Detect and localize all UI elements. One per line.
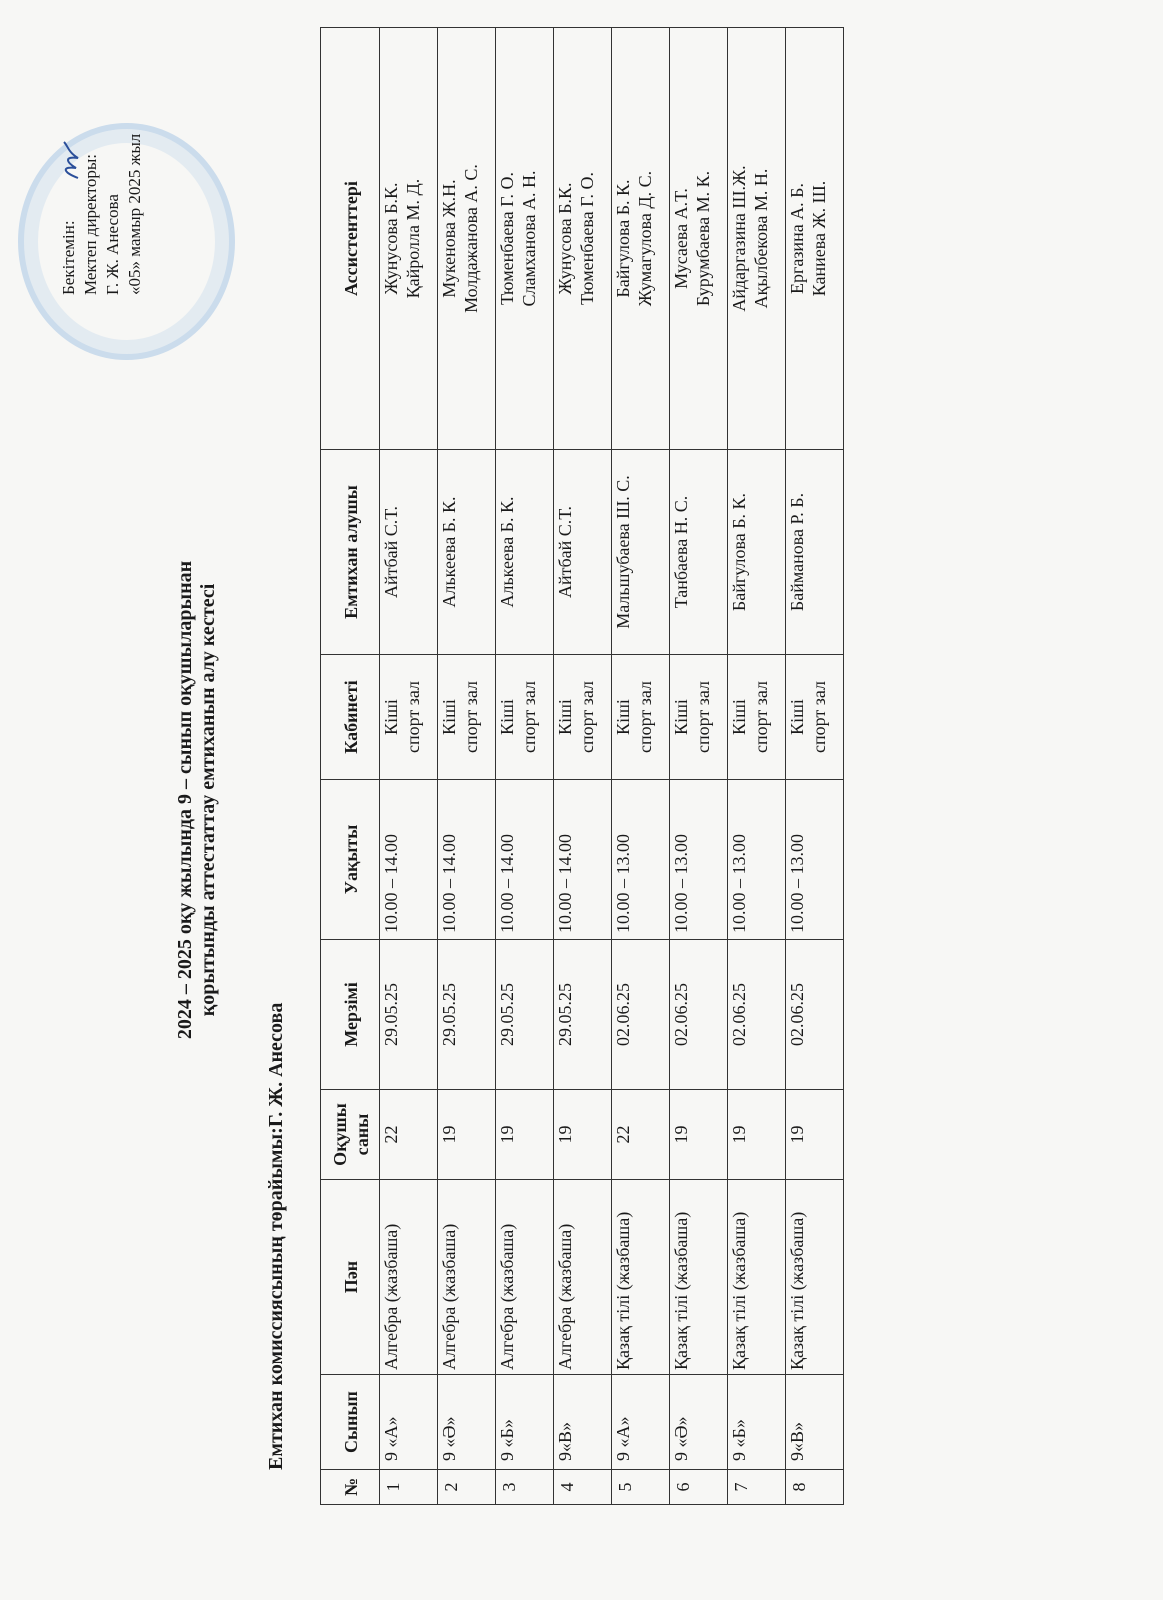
assistant-2: Ақылбекова М. Н. [751, 168, 771, 309]
room-line-1: Кіші [381, 699, 401, 735]
cell-date: 02.06.25 [728, 940, 786, 1090]
cell-class: 9«В» [554, 1375, 612, 1470]
assistant-2: Сламханова А. Н. [519, 170, 539, 307]
table-row [786, 28, 844, 1505]
exam-schedule-table [320, 27, 844, 1505]
cell-count: 22 [612, 1090, 670, 1180]
cell-subject: Қазақ тілі (жазбаша) [786, 1180, 844, 1375]
cell-room [554, 655, 612, 780]
cell-num: 8 [786, 1470, 844, 1505]
header-class: Сынып [321, 1375, 380, 1470]
assistant-1: Байгулова Б. К. [613, 179, 633, 298]
cell-num: 3 [496, 1470, 554, 1505]
approval-line-3: Г. Ж. Анесова [103, 194, 122, 295]
cell-count: 19 [554, 1090, 612, 1180]
cell-subject: Алгебра (жазбаша) [554, 1180, 612, 1375]
cell-num: 6 [670, 1470, 728, 1505]
cell-room [496, 655, 554, 780]
cell-time: 10.00 – 13.00 [786, 780, 844, 940]
cell-num: 2 [438, 1470, 496, 1505]
header-room: Кабинеті [321, 655, 380, 780]
table-header-row [321, 28, 380, 1505]
cell-room [670, 655, 728, 780]
cell-examiner: Байгулова Б. К. [728, 450, 786, 655]
cell-count: 22 [380, 1090, 438, 1180]
cell-room [612, 655, 670, 780]
room-line-2: спорт зал [577, 681, 597, 753]
cell-time: 10.00 – 13.00 [728, 780, 786, 940]
document-title-line-1: 2024 – 2025 оқу жылында 9 – сынып оқушыларынан [174, 560, 196, 1040]
cell-time: 10.00 – 13.00 [670, 780, 728, 940]
cell-count: 19 [438, 1090, 496, 1180]
assistant-1: Тюменбаева Г. О. [497, 171, 517, 306]
approval-line-2: Мектеп директоры: [81, 154, 100, 295]
assistant-1: Мусаева А.Т. [671, 188, 691, 289]
cell-room [380, 655, 438, 780]
cell-subject: Алгебра (жазбаша) [438, 1180, 496, 1375]
header-date: Мерзімі [321, 940, 380, 1090]
header-count [321, 1090, 380, 1180]
commission-chair: Емтихан комиссиясының төрайымы:Г. Ж. Анесова [265, 1002, 287, 1470]
table-row [728, 28, 786, 1505]
cell-class: 9 «Б» [496, 1375, 554, 1470]
assistant-1: Ергазина А. Б. [787, 182, 807, 295]
approval-line-1: Бекітемін: [59, 220, 78, 295]
table-row [554, 28, 612, 1505]
assistant-1: Мукенова Ж.Н. [439, 179, 459, 298]
cell-date: 29.05.25 [496, 940, 554, 1090]
cell-time: 10.00 – 14.00 [438, 780, 496, 940]
room-line-2: спорт зал [751, 681, 771, 753]
header-count-line-1: Оқушы [330, 1103, 350, 1166]
cell-count: 19 [786, 1090, 844, 1180]
assistant-2: Тюменбаева Г. О. [577, 171, 597, 306]
cell-date: 02.06.25 [670, 940, 728, 1090]
room-line-1: Кіші [787, 699, 807, 735]
header-examiner: Емтихан алушы [321, 450, 380, 655]
cell-date: 29.05.25 [554, 940, 612, 1090]
cell-count: 19 [728, 1090, 786, 1180]
cell-examiner: Айтбай С.Т. [380, 450, 438, 655]
assistant-2: Жумагулова Д. С. [635, 170, 655, 307]
cell-num: 7 [728, 1470, 786, 1505]
header-assistants: Ассистенттері [321, 28, 380, 450]
table-row [670, 28, 728, 1505]
cell-class: 9 «А» [612, 1375, 670, 1470]
room-line-1: Кіші [671, 699, 691, 735]
cell-class: 9 «Ә» [670, 1375, 728, 1470]
table-row [380, 28, 438, 1505]
table-row [438, 28, 496, 1505]
cell-class: 9 «Б» [728, 1375, 786, 1470]
assistant-1: Айдаргазина Ш.Ж. [729, 165, 749, 312]
room-line-1: Кіші [439, 699, 459, 735]
room-line-2: спорт зал [403, 681, 423, 753]
cell-room [438, 655, 496, 780]
assistant-2: Молдажанова А. С. [461, 164, 481, 313]
cell-time: 10.00 – 14.00 [496, 780, 554, 940]
room-line-1: Кіші [613, 699, 633, 735]
cell-subject: Қазақ тілі (жазбаша) [612, 1180, 670, 1375]
room-line-1: Кіші [497, 699, 517, 735]
cell-examiner: Алькеева Б. К. [496, 450, 554, 655]
document-title-line-2: қорытынды аттестаттау емтиханын алу кестесі [197, 583, 219, 1017]
cell-assistants [496, 28, 554, 450]
cell-assistants [380, 28, 438, 450]
room-line-2: спорт зал [519, 681, 539, 753]
assistant-2: Бурумбаева М. К. [693, 170, 713, 307]
cell-assistants [786, 28, 844, 450]
cell-examiner: Байманова Р. Б. [786, 450, 844, 655]
room-line-1: Кіші [555, 699, 575, 735]
cell-time: 10.00 – 13.00 [612, 780, 670, 940]
cell-room [786, 655, 844, 780]
approval-block [58, 25, 146, 295]
cell-assistants [670, 28, 728, 450]
assistant-1: Жунусова Б.К. [555, 182, 575, 295]
cell-count: 19 [670, 1090, 728, 1180]
cell-date: 02.06.25 [612, 940, 670, 1090]
approval-line-4: «05» мамыр 2025 жыл [125, 133, 144, 295]
room-line-2: спорт зал [809, 681, 829, 753]
cell-num: 5 [612, 1470, 670, 1505]
cell-assistants [612, 28, 670, 450]
cell-examiner: Айтбай С.Т. [554, 450, 612, 655]
cell-time: 10.00 – 14.00 [554, 780, 612, 940]
cell-date: 29.05.25 [380, 940, 438, 1090]
room-line-2: спорт зал [693, 681, 713, 753]
table-row [612, 28, 670, 1505]
table-row [496, 28, 554, 1505]
header-num: № [321, 1470, 380, 1505]
cell-count: 19 [496, 1090, 554, 1180]
cell-num: 1 [380, 1470, 438, 1505]
cell-subject: Қазақ тілі (жазбаша) [670, 1180, 728, 1375]
assistant-1: Жунусова Б.К. [381, 182, 401, 295]
header-time: Уақыты [321, 780, 380, 940]
cell-date: 02.06.25 [786, 940, 844, 1090]
cell-examiner: Танбаева Н. С. [670, 450, 728, 655]
cell-assistants [728, 28, 786, 450]
cell-subject: Қазақ тілі (жазбаша) [728, 1180, 786, 1375]
room-line-2: спорт зал [461, 681, 481, 753]
assistant-2: Қайролла М. Д. [403, 178, 423, 299]
cell-examiner: Мальшубаева Ш. С. [612, 450, 670, 655]
cell-class: 9 «Ә» [438, 1375, 496, 1470]
cell-date: 29.05.25 [438, 940, 496, 1090]
cell-assistants [438, 28, 496, 450]
cell-assistants [554, 28, 612, 450]
cell-num: 4 [554, 1470, 612, 1505]
cell-class: 9 «А» [380, 1375, 438, 1470]
room-line-2: спорт зал [635, 681, 655, 753]
cell-subject: Алгебра (жазбаша) [380, 1180, 438, 1375]
cell-room [728, 655, 786, 780]
cell-examiner: Алькеева Б. К. [438, 450, 496, 655]
cell-class: 9«В» [786, 1375, 844, 1470]
room-line-1: Кіші [729, 699, 749, 735]
header-count-line-2: саны [352, 1113, 372, 1156]
assistant-2: Каниева Ж. Ш. [809, 180, 829, 297]
cell-time: 10.00 – 14.00 [380, 780, 438, 940]
header-subject: Пән [321, 1180, 380, 1375]
cell-subject: Алгебра (жазбаша) [496, 1180, 554, 1375]
